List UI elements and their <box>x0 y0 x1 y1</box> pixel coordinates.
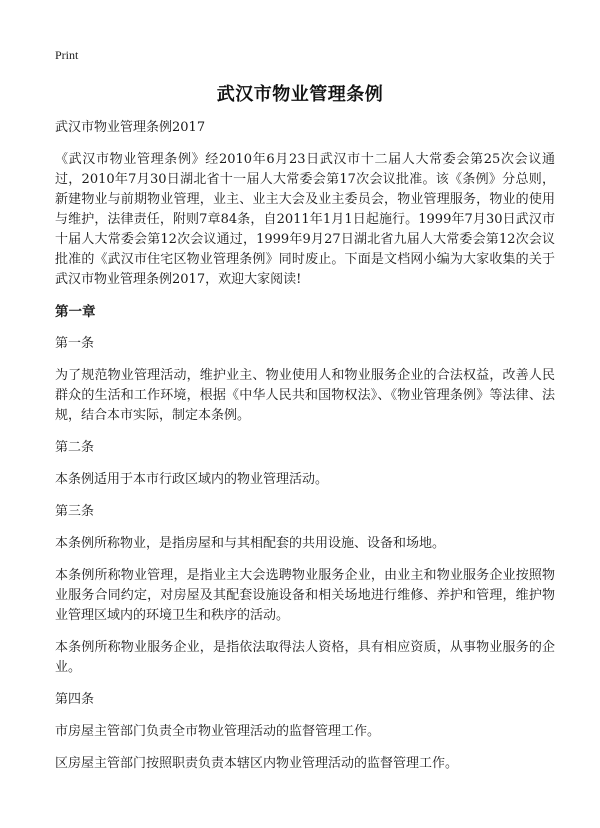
print-label: Print <box>55 48 79 62</box>
document-title: 武汉市物业管理条例 <box>216 84 384 105</box>
intro-paragraph: 《武汉市物业管理条例》经2010年6月23日武汉市十二届人大常委会第25次会议通过，2010年7月30日湖北省十一届人大常委会第17次会议批准。该《条例》分总则，新建物业与前期物业管理，业主、业主大会及业主委员会，物业管理服务，物业的使用与维护，法律责任，附则7章84条，自2011年1月1日起施行。1999年7月30日武汉市十届人大常委会第12次会议通过，1999年9月27日湖北省九届人大常委会第12次会议批准的《武汉市住宅区物业管理条例》同时废止。下面是文档网小编为大家收集的关于武汉市物业管理条例2017，欢迎大家阅读! <box>55 152 555 287</box>
document-body <box>55 118 555 786</box>
article-4-paragraph-1: 市房屋主管部门负责全市物业管理活动的监督管理工作。 <box>55 724 381 739</box>
chapter-heading: 第一章 <box>55 304 96 320</box>
article-1-text: 为了规范物业管理活动，维护业主、物业使用人和物业服务企业的合法权益，改善人民群众的生活和工作环境，根据《中华人民共和国物权法》、《物业管理条例》等法律、法规，结合本市实际，制定本条例。 <box>55 368 555 423</box>
document-subtitle: 武汉市物业管理条例2017 <box>55 120 206 135</box>
article-3-title: 第三条 <box>55 504 95 519</box>
article-3-paragraph-3: 本条例所称物业服务企业，是指依法取得法人资格，具有相应资质，从事物业服务的企业。 <box>55 640 555 675</box>
article-4-title: 第四条 <box>55 692 95 707</box>
article-1-title: 第一条 <box>55 336 95 351</box>
article-3-paragraph-1: 本条例所称物业，是指房屋和与其相配套的共用设施、设备和场地。 <box>55 536 446 551</box>
article-2-title: 第二条 <box>55 440 95 455</box>
article-4-paragraph-2: 区房屋主管部门按照职责负责本辖区内物业管理活动的监督管理工作。 <box>55 756 459 771</box>
article-3-paragraph-2: 本条例所称物业管理，是指业主大会选聘物业服务企业，由业主和物业服务企业按照物业服务合同约定，对房屋及其配套设施设备和相关场地进行维修、养护和管理，维护物业管理区域内的环境卫生和秩序的活动。 <box>55 568 555 623</box>
article-2-text: 本条例适用于本市行政区域内的物业管理活动。 <box>55 472 329 487</box>
